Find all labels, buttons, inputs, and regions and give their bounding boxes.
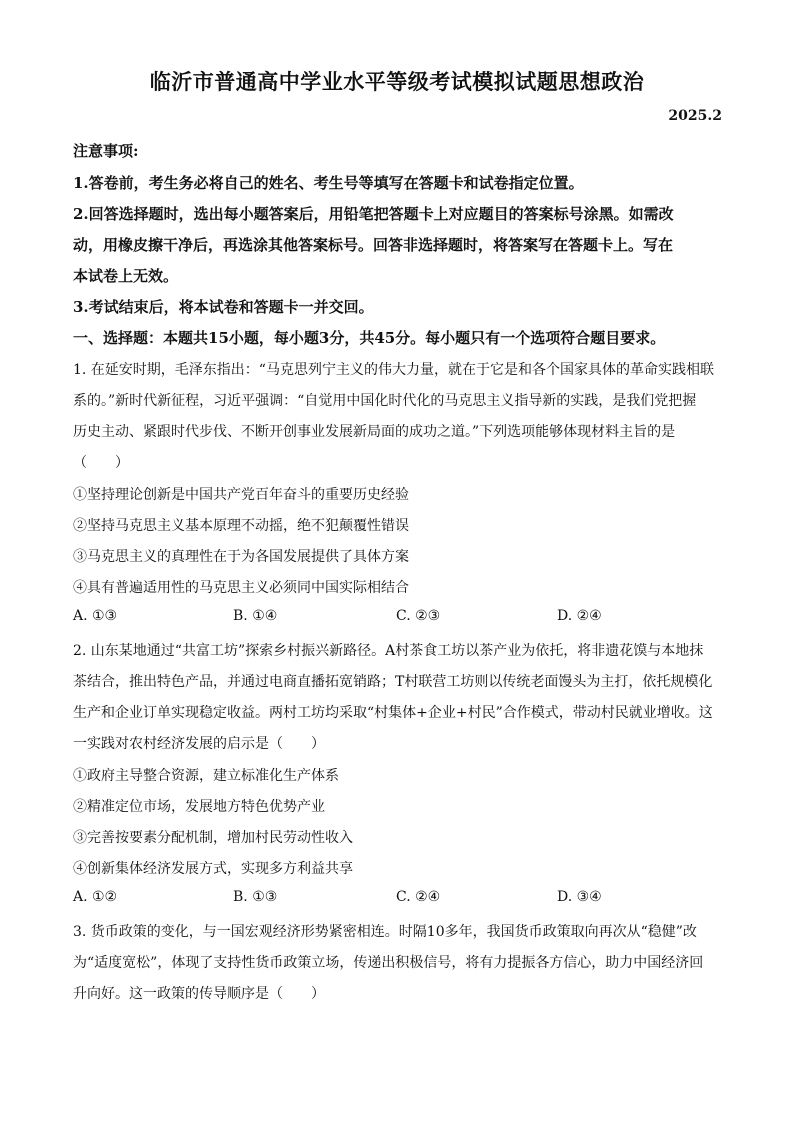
notice-item-2-line-3: 本试卷上无效。	[73, 267, 179, 285]
q2-statement-2: ②精准定位市场，发展地方特色优势产业	[73, 799, 325, 815]
q1-option-d: D. ②④	[557, 608, 602, 624]
q2-option-b: B. ①③	[233, 889, 278, 905]
q2-stem-line-3: 生产和企业订单实现稳定收益。两村工坊均采取“村集体+企业+村民”合作模式，带动村民就业增收。这	[73, 705, 713, 721]
exam-date: 2025.2	[668, 108, 722, 124]
q3-stem-line-3: 升向好。这一政策的传导顺序是（ ）	[73, 986, 325, 1002]
q1-answer-blank: （ ）	[73, 455, 129, 471]
q1-option-b: B. ①④	[233, 608, 278, 624]
q1-stem-line-1: 1. 在延安时期，毛泽东指出：“马克思列宁主义的伟大力量，就在于它是和各个国家具体的革命实践相联	[73, 362, 714, 378]
notice-heading: 注意事项:	[73, 142, 139, 160]
notice-item-2-line-2: 动，用橡皮擦干净后，再选涂其他答案标号。回答非选择题时，将答案写在答题卡上。写在	[73, 236, 674, 254]
q1-stem-line-3: 历史主动、紧跟时代步伐、不断开创事业发展新局面的成功之道。”下列选项能够体现材料主旨的是	[73, 424, 676, 440]
q2-stem-line-1: 2. 山东某地通过“共富工坊”探索乡村振兴新路径。A村茶食工坊以茶产业为依托，将非遗花馍与本地抹	[73, 643, 704, 659]
page-title: 临沂市普通高中学业水平等级考试模拟试题思想政治	[149, 69, 645, 94]
q2-option-c: C. ②④	[396, 889, 441, 905]
q1-statement-3: ③马克思主义的真理性在于为各国发展提供了具体方案	[73, 549, 409, 565]
notice-item-3: 3.考试结束后，将本试卷和答题卡一并交回。	[73, 298, 374, 316]
q2-option-a: A. ①②	[73, 889, 118, 905]
notice-item-2-line-1: 2.回答选择题时，选出每小题答案后，用铅笔把答题卡上对应题目的答案标号涂黑。如需改	[73, 205, 674, 223]
q1-option-a: A. ①③	[73, 608, 118, 624]
q2-option-d: D. ③④	[557, 889, 602, 905]
q1-statement-4: ④具有普遍适用性的马克思主义必须同中国实际相结合	[73, 580, 409, 596]
q1-option-c: C. ②③	[396, 608, 441, 624]
q3-stem-line-2: 为“适度宽松”，体现了支持性货币政策立场，传递出积极信号，将有力提振各方信心，助力中国经济回	[73, 955, 704, 971]
q3-stem-line-1: 3. 货币政策的变化，与一国宏观经济形势紧密相连。时隔10多年，我国货币政策取向再次从“稳健”改	[73, 924, 697, 940]
q1-stem-line-2: 系的。”新时代新征程，习近平强调：“自觉用中国化时代化的马克思主义指导新的实践，是我们党把握	[73, 393, 697, 409]
section-heading: 一、选择题：本题共15小题，每小题3分，共45分。每小题只有一个选项符合题目要求。	[73, 329, 666, 347]
q2-stem-line-4: 一实践对农村经济发展的启示是（ ）	[73, 736, 325, 752]
q2-statement-1: ①政府主导整合资源，建立标准化生产体系	[73, 768, 339, 784]
q1-statement-2: ②坚持马克思主义基本原理不动摇，绝不犯颠覆性错误	[73, 518, 409, 534]
q2-stem-line-2: 茶结合，推出特色产品，并通过电商直播拓宽销路；T村联营工坊则以传统老面馒头为主打，依托规模化	[73, 674, 713, 690]
notice-item-1: 1.答卷前，考生务必将自己的姓名、考生号等填写在答题卡和试卷指定位置。	[73, 174, 584, 192]
q2-statement-3: ③完善按要素分配机制，增加村民劳动性收入	[73, 830, 353, 846]
q1-statement-1: ①坚持理论创新是中国共产党百年奋斗的重要历史经验	[73, 487, 409, 503]
q2-statement-4: ④创新集体经济发展方式，实现多方利益共享	[73, 861, 353, 877]
